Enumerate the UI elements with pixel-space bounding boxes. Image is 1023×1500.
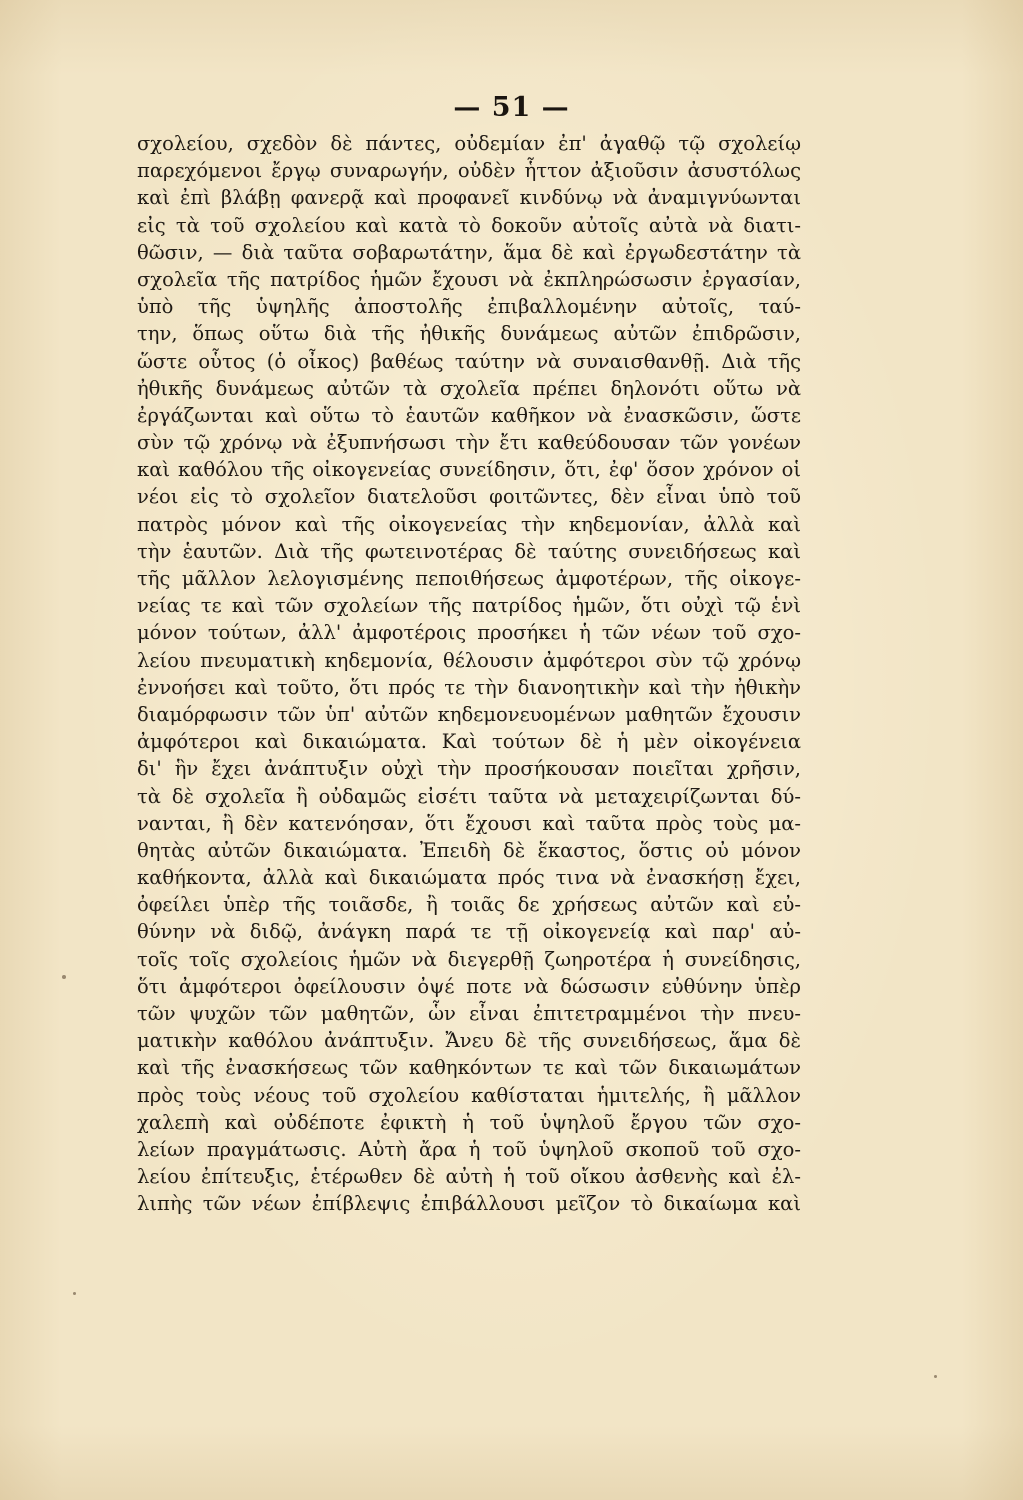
text-line: θητὰς αὐτῶν δικαιώματα. Ἐπειδὴ δὲ ἕκαστος, ὅστις οὐ μόνον — [137, 838, 801, 862]
text-line: λείου πνευματικὴ κηδεμονία, θέλουσιν ἀμφότεροι σὺν τῷ χρόνῳ — [137, 648, 801, 672]
text-line: λιπὴς τῶν νέων ἐπίβλεψις ἐπιβάλλουσι μεῖζον τὸ δικαίωμα καὶ — [137, 1192, 801, 1216]
text-line: σὺν τῷ χρόνῳ νὰ ἐξυπνήσωσι τὴν ἔτι καθεύδουσαν τῶν γονέων — [137, 431, 801, 455]
text-line: σχολεῖα τῆς πατρίδος ἡμῶν ἔχουσι νὰ ἐκπληρώσωσιν ἐργασίαν, — [137, 267, 801, 291]
text-line: ἐργάζωνται καὶ οὕτω τὸ ἑαυτῶν καθῆκον νὰ ἐνασκῶσιν, ὥστε — [137, 403, 801, 427]
text-line: χαλεπὴ καὶ οὐδέποτε ἐφικτὴ ἡ τοῦ ὑψηλοῦ ἔργου τῶν σχο- — [137, 1110, 801, 1134]
text-line: τῆς μᾶλλον λελογισμένης πεποιθήσεως ἀμφοτέρων, τῆς οἰκογε- — [137, 567, 801, 590]
text-line: ὅτι ἀμφότεροι ὀφείλουσιν ὀψέ ποτε νὰ δώσωσιν εὐθύνην ὑπὲρ — [137, 974, 801, 998]
text-line: την, ὅπως οὕτω διὰ τῆς ἠθικῆς δυνάμεως αὐτῶν ἐπιδρῶσιν, — [137, 322, 801, 346]
body-text — [137, 130, 801, 1245]
text-line: καὶ καθόλου τῆς οἰκογενείας συνείδησιν, ὅτι, ἐφ' ὅσον χρόνον οἱ — [137, 458, 801, 482]
text-line: καὶ ἐπὶ βλάβῃ φανερᾷ καὶ προφανεῖ κινδύνῳ νὰ ἀναμιγνύωνται — [137, 186, 801, 210]
paper-speck — [73, 1292, 76, 1295]
text-line: νέοι εἰς τὸ σχολεῖον διατελοῦσι φοιτῶντες, δὲν εἶναι ὑπὸ τοῦ — [137, 485, 801, 509]
paper-speck — [62, 975, 66, 979]
text-line: τὰ δὲ σχολεῖα ἢ οὐδαμῶς εἰσέτι ταῦτα νὰ μεταχειρίζωνται δύ- — [137, 784, 801, 808]
text-line: ὀφείλει ὑπὲρ τῆς τοιᾶσδε, ἢ τοιᾶς δε χρήσεως αὐτῶν καὶ εὐ- — [137, 893, 801, 917]
page-number: — 51 — — [453, 92, 570, 123]
text-line: καὶ τῆς ἐνασκήσεως τῶν καθηκόντων τε καὶ τῶν δικαιωμάτων — [137, 1056, 801, 1080]
text-line: θῶσιν, — διὰ ταῦτα σοβαρωτάτην, ἅμα δὲ καὶ ἐργωδεστάτην τὰ — [137, 240, 801, 264]
text-line: νείας τε καὶ τῶν σχολείων τῆς πατρίδος ἡμῶν, ὅτι οὐχὶ τῷ ἑνὶ — [137, 594, 801, 618]
text-line: παρεχόμενοι ἔργῳ συναρωγήν, οὐδὲν ἧττον ἀξιοῦσιν ἀσυστόλως — [137, 159, 801, 183]
text-line: ἀμφότεροι καὶ δικαιώματα. Καὶ τούτων δὲ ἡ μὲν οἰκογένεια — [137, 730, 801, 754]
text-line: λείου ἐπίτευξις, ἑτέρωθεν δὲ αὐτὴ ἡ τοῦ οἴκου ἀσθενὴς καὶ ἐλ- — [137, 1165, 801, 1189]
text-line: πατρὸς μόνον καὶ τῆς οἰκογενείας τὴν κηδεμονίαν, ἀλλὰ καὶ — [137, 512, 801, 536]
text-line: τοῖς τοῖς σχολείοις ἡμῶν νὰ διεγερθῇ ζωηροτέρα ἡ συνείδησις, — [137, 947, 801, 971]
text-line: θύνην νὰ διδῷ, ἀνάγκη παρά τε τῇ οἰκογενείᾳ καὶ παρ' αὐ- — [137, 920, 801, 944]
text-line: σχολείου, σχεδὸν δὲ πάντες, οὐδεμίαν ἐπ' ἀγαθῷ τῷ σχολείῳ — [137, 132, 801, 155]
text-line: διαμόρφωσιν τῶν ὑπ' αὐτῶν κηδεμονευομένων μαθητῶν ἔχουσιν — [137, 702, 801, 726]
text-line: δι' ἣν ἔχει ἀνάπτυξιν οὐχὶ τὴν προσήκουσαν ποιεῖται χρῆσιν, — [137, 757, 801, 781]
text-line: πρὸς τοὺς νέους τοῦ σχολείου καθίσταται ἡμιτελής, ἢ μᾶλλον — [137, 1083, 801, 1107]
text-line: καθήκοντα, ἀλλὰ καὶ δικαιώματα πρός τινα νὰ ἐνασκήσῃ ἔχει, — [137, 866, 801, 890]
text-line: ἠθικῆς δυνάμεως αὐτῶν τὰ σχολεῖα πρέπει δηλονότι οὕτω νὰ — [137, 376, 801, 400]
text-line — [137, 1218, 801, 1245]
text-line: τῶν ψυχῶν τῶν μαθητῶν, ὧν εἶναι ἐπιτετραμμένοι τὴν πνευ- — [137, 1002, 801, 1025]
text-line: ὑπὸ τῆς ὑψηλῆς ἀποστολῆς ἐπιβαλλομένην αὐτοῖς, ταύ- — [137, 295, 801, 319]
text-line: λείων πραγμάτωσις. Αὐτὴ ἄρα ἡ τοῦ ὑψηλοῦ σκοποῦ τοῦ σχο- — [137, 1137, 801, 1161]
paper-speck — [934, 1375, 937, 1378]
text-line: νανται, ἢ δὲν κατενόησαν, ὅτι ἔχουσι καὶ ταῦτα πρὸς τοὺς μα- — [137, 811, 801, 835]
text-line: ἐννοήσει καὶ τοῦτο, ὅτι πρός τε τὴν διανοητικὴν καὶ τὴν ἠθικὴν — [137, 675, 801, 699]
text-line: ματικὴν καθόλου ἀνάπτυξιν. Ἄνευ δὲ τῆς συνειδήσεως, ἅμα δὲ — [137, 1029, 801, 1053]
text-line: μόνον τούτων, ἀλλ' ἀμφοτέροις προσήκει ἡ τῶν νέων τοῦ σχο- — [137, 621, 801, 645]
text-line: ὥστε οὗτος (ὁ οἶκος) βαθέως ταύτην νὰ συναισθανθῇ. Διὰ τῆς — [137, 349, 801, 373]
text-line: τὴν ἑαυτῶν. Διὰ τῆς φωτεινοτέρας δὲ ταύτης συνειδήσεως καὶ — [137, 539, 801, 563]
text-line: εἰς τὰ τοῦ σχολείου καὶ κατὰ τὸ δοκοῦν αὐτοῖς αὐτὰ νὰ διατι- — [137, 213, 801, 237]
